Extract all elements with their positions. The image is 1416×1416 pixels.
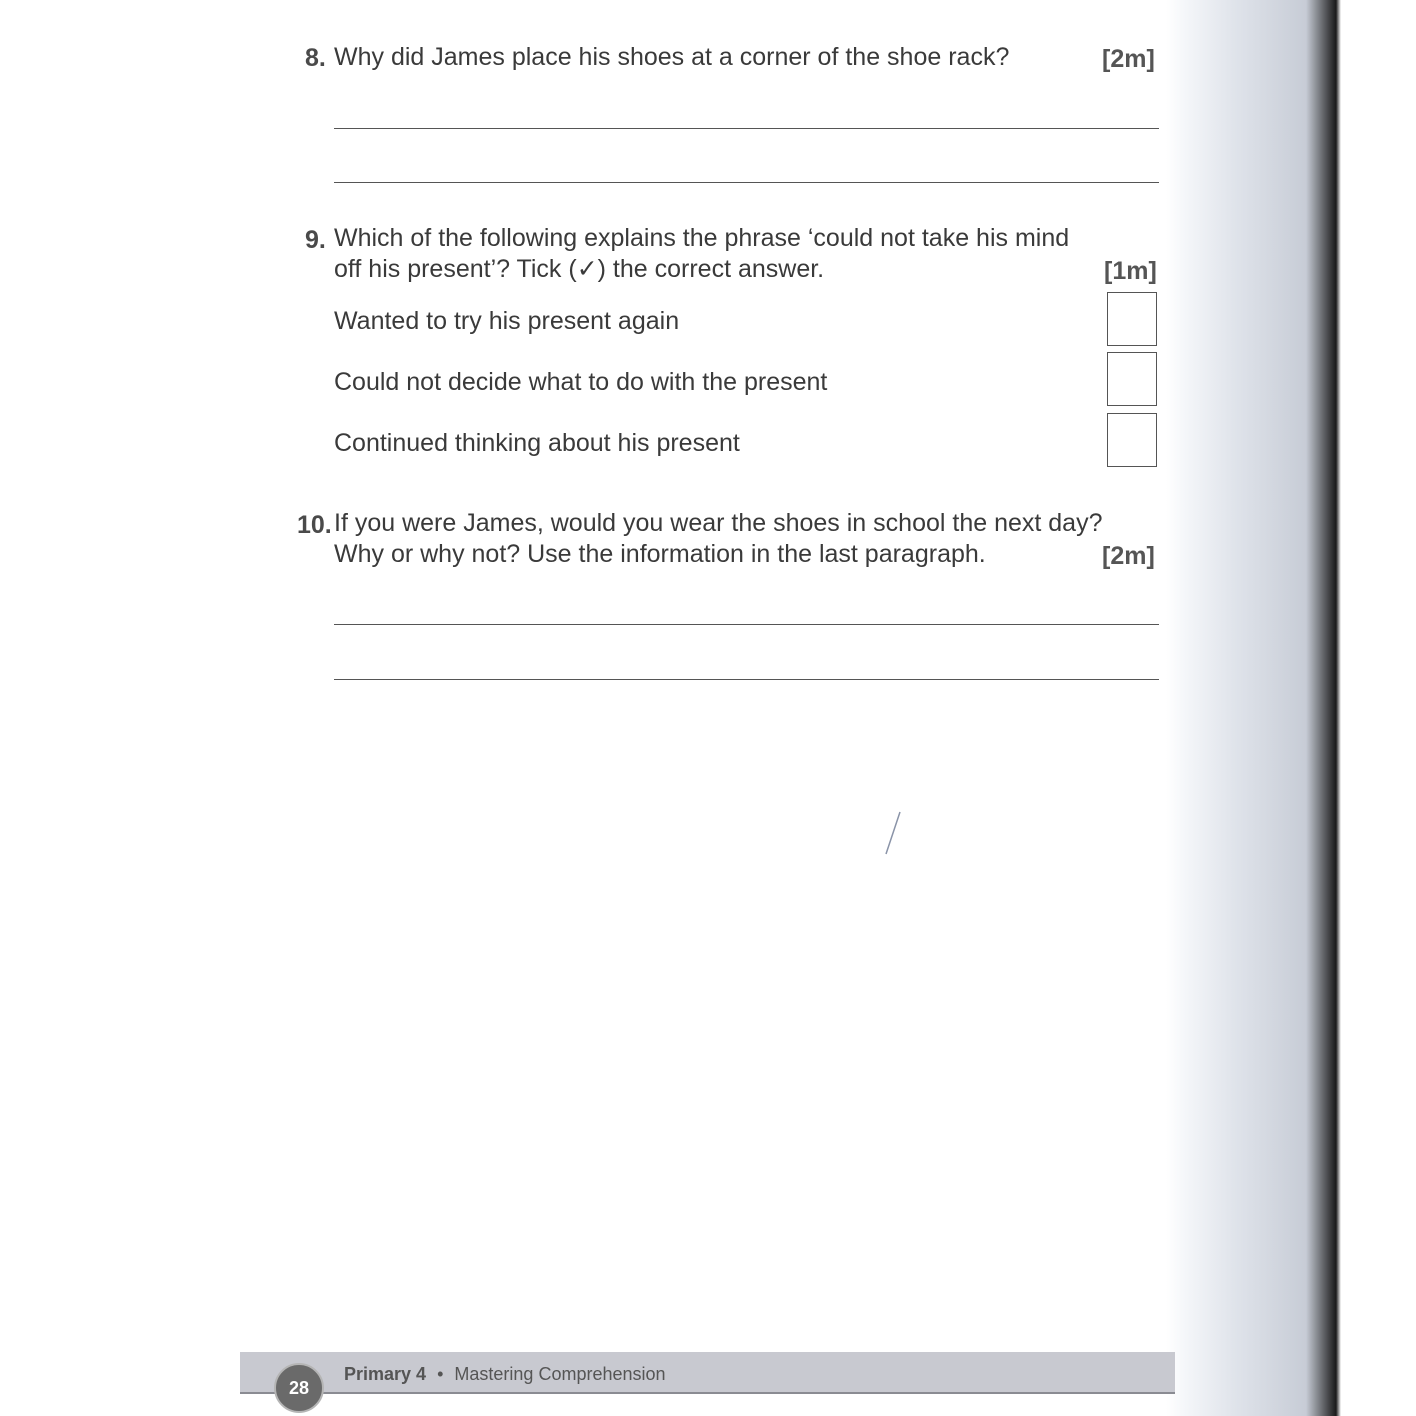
question-number: 8. [305,44,326,72]
option-label: Continued thinking about his present [334,429,740,457]
footer-separator: • [437,1364,444,1384]
footer-book-title: Mastering Comprehension [454,1364,666,1384]
marks-label: [2m] [1102,542,1155,570]
question-text-line-2: Why or why not? Use the information in the last paragraph. [334,540,986,568]
answer-line[interactable] [334,128,1159,129]
marks-label: [2m] [1102,45,1155,73]
option-label: Could not decide what to do with the present [334,368,828,396]
answer-line[interactable] [334,624,1159,625]
question-number: 10. [297,511,332,539]
answer-line[interactable] [334,182,1159,183]
question-text-line-1: If you were James, would you wear the shoes in school the next day? [334,509,1103,537]
footer-level: Primary 4 [344,1364,427,1384]
tick-box[interactable] [1107,352,1157,406]
pencil-mark [878,810,908,860]
page-number-badge: 28 [274,1363,324,1413]
book-gutter-shadow [1166,0,1416,1416]
question-text: Why did James place his shoes at a corner of the shoe rack? [334,43,1010,71]
question-number: 9. [305,226,326,254]
question-text-line-2: off his present’? Tick (✓) the correct answer. [334,255,825,283]
tick-box[interactable] [1107,292,1157,346]
option-label: Wanted to try his present again [334,307,680,335]
answer-line[interactable] [334,679,1159,680]
tick-box[interactable] [1107,413,1157,467]
question-text-line-1: Which of the following explains the phrase ‘could not take his mind [334,224,1070,252]
footer-title [344,1364,666,1385]
marks-label: [1m] [1104,257,1157,285]
